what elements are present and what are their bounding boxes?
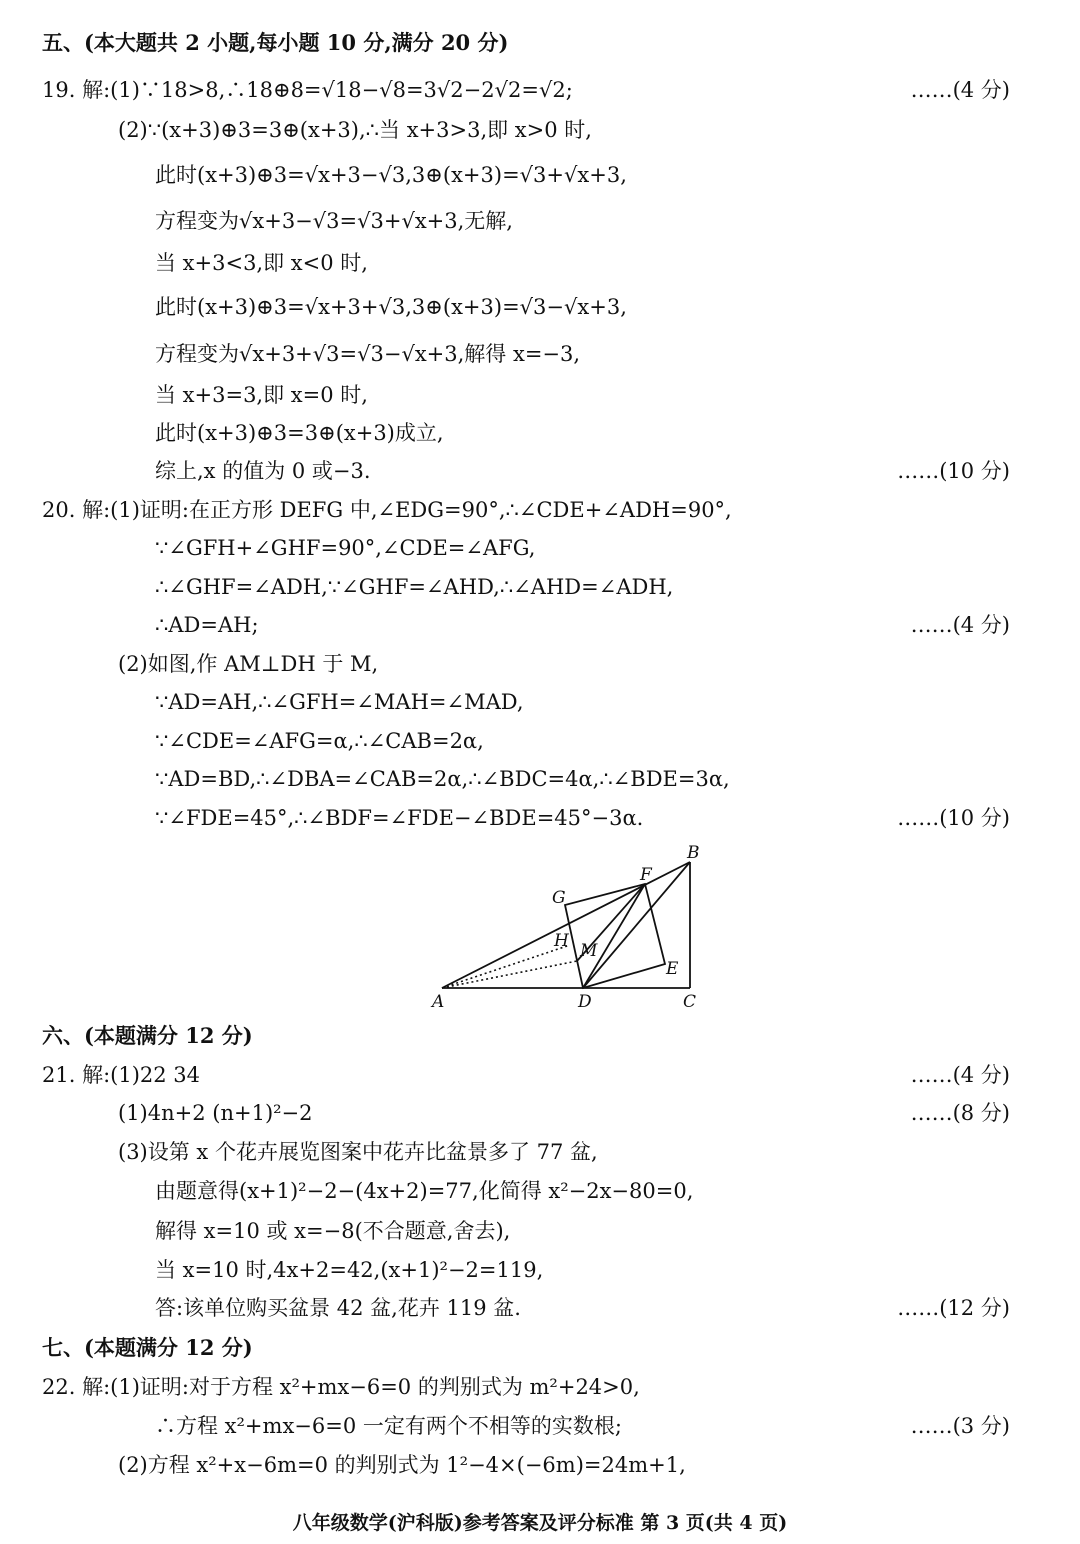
label-e: E bbox=[666, 959, 679, 979]
q20-line-4: ∴AD=AH; bbox=[155, 613, 259, 637]
q21-line-1: 21. 解:(1)22 34 bbox=[42, 1063, 201, 1087]
q19-line-9: 此时(x+3)⊕3=3⊕(x+3)成立, bbox=[155, 421, 444, 445]
label-m: M bbox=[580, 941, 598, 961]
q19-line-7: 方程变为√x+3+√3=√3−√x+3,解得 x=−3, bbox=[155, 342, 581, 366]
q20-line-5: (2)如图,作 AM⊥DH 于 M, bbox=[118, 652, 379, 676]
q20-line-6: ∵AD=AH,∴∠GFH=∠MAH=∠MAD, bbox=[155, 690, 524, 714]
q21-line-6: 当 x=10 时,4x+2=42,(x+1)²−2=119, bbox=[155, 1258, 544, 1282]
q21-score-3: ……(12 分) bbox=[897, 1296, 1010, 1320]
q19-line-10: 综上,x 的值为 0 或−3. bbox=[155, 459, 371, 483]
label-g: G bbox=[552, 888, 566, 908]
q22-line-2: ∴方程 x²+mx−6=0 一定有两个不相等的实数根; bbox=[155, 1414, 622, 1438]
q19-score-1: ……(4 分) bbox=[910, 78, 1010, 102]
section-7-heading: 七、(本题满分 12 分) bbox=[42, 1335, 253, 1360]
q19-score-2: ……(10 分) bbox=[897, 459, 1010, 483]
section-5-heading: 五、(本大题共 2 小题,每小题 10 分,满分 20 分) bbox=[42, 30, 509, 55]
q22-line-1: 22. 解:(1)证明:对于方程 x²+mx−6=0 的判别式为 m²+24>0, bbox=[42, 1375, 640, 1399]
q20-score-1: ……(4 分) bbox=[910, 613, 1010, 637]
q21-line-3: (3)设第 x 个花卉展览图案中花卉比盆景多了 77 盆, bbox=[118, 1140, 598, 1164]
q21-score-1: ……(4 分) bbox=[910, 1063, 1010, 1087]
q21-line-5: 解得 x=10 或 x=−8(不合题意,舍去), bbox=[155, 1219, 511, 1243]
q20-line-3: ∴∠GHF=∠ADH,∵∠GHF=∠AHD,∴∠AHD=∠ADH, bbox=[155, 575, 674, 599]
q19-line-2: (2)∵(x+3)⊕3=3⊕(x+3),∴当 x+3>3,即 x>0 时, bbox=[118, 118, 592, 142]
q20-line-7: ∵∠CDE=∠AFG=α,∴∠CAB=2α, bbox=[155, 729, 484, 753]
label-a: A bbox=[432, 992, 445, 1012]
geometry-figure bbox=[420, 840, 720, 1015]
q20-line-9: ∵∠FDE=45°,∴∠BDF=∠FDE−∠BDE=45°−3α. bbox=[155, 806, 644, 830]
q21-line-2: (1)4n+2 (n+1)²−2 bbox=[118, 1101, 313, 1125]
q20-line-1: 20. 解:(1)证明:在正方形 DEFG 中,∠EDG=90°,∴∠CDE+∠ADH=90°, bbox=[42, 498, 732, 522]
q19-line-6: 此时(x+3)⊕3=√x+3+√3,3⊕(x+3)=√3−√x+3, bbox=[155, 295, 627, 319]
segment-ab bbox=[442, 862, 690, 988]
q20-line-2: ∵∠GFH+∠GHF=90°,∠CDE=∠AFG, bbox=[155, 536, 536, 560]
q19-line-4: 方程变为√x+3−√3=√3+√x+3,无解, bbox=[155, 209, 513, 233]
q21-line-4: 由题意得(x+1)²−2−(4x+2)=77,化简得 x²−2x−80=0, bbox=[155, 1179, 694, 1203]
q22-score-1: ……(3 分) bbox=[910, 1414, 1010, 1438]
page-footer: 八年级数学(沪科版)参考答案及评分标准 第 3 页(共 4 页) bbox=[292, 1512, 788, 1534]
label-f: F bbox=[640, 865, 652, 885]
q19-line-8: 当 x+3=3,即 x=0 时, bbox=[155, 383, 368, 407]
q19-line-5: 当 x+3<3,即 x<0 时, bbox=[155, 251, 368, 275]
q20-score-2: ……(10 分) bbox=[897, 806, 1010, 830]
label-d: D bbox=[578, 992, 592, 1012]
q20-line-8: ∵AD=BD,∴∠DBA=∠CAB=2α,∴∠BDC=4α,∴∠BDE=3α, bbox=[155, 767, 730, 791]
label-b: B bbox=[687, 843, 700, 863]
section-6-heading: 六、(本题满分 12 分) bbox=[42, 1023, 253, 1048]
q21-score-2: ……(8 分) bbox=[910, 1101, 1010, 1125]
label-h: H bbox=[554, 931, 569, 951]
q21-line-7: 答:该单位购买盆景 42 盆,花卉 119 盆. bbox=[155, 1296, 521, 1320]
q19-line-1: 19. 解:(1)∵18>8,∴18⊕8=√18−√8=3√2−2√2=√2; bbox=[42, 78, 573, 102]
q22-line-3: (2)方程 x²+x−6m=0 的判别式为 1²−4×(−6m)=24m+1, bbox=[118, 1453, 686, 1477]
q19-line-3: 此时(x+3)⊕3=√x+3−√3,3⊕(x+3)=√3+√x+3, bbox=[155, 163, 627, 187]
label-c: C bbox=[683, 992, 697, 1012]
